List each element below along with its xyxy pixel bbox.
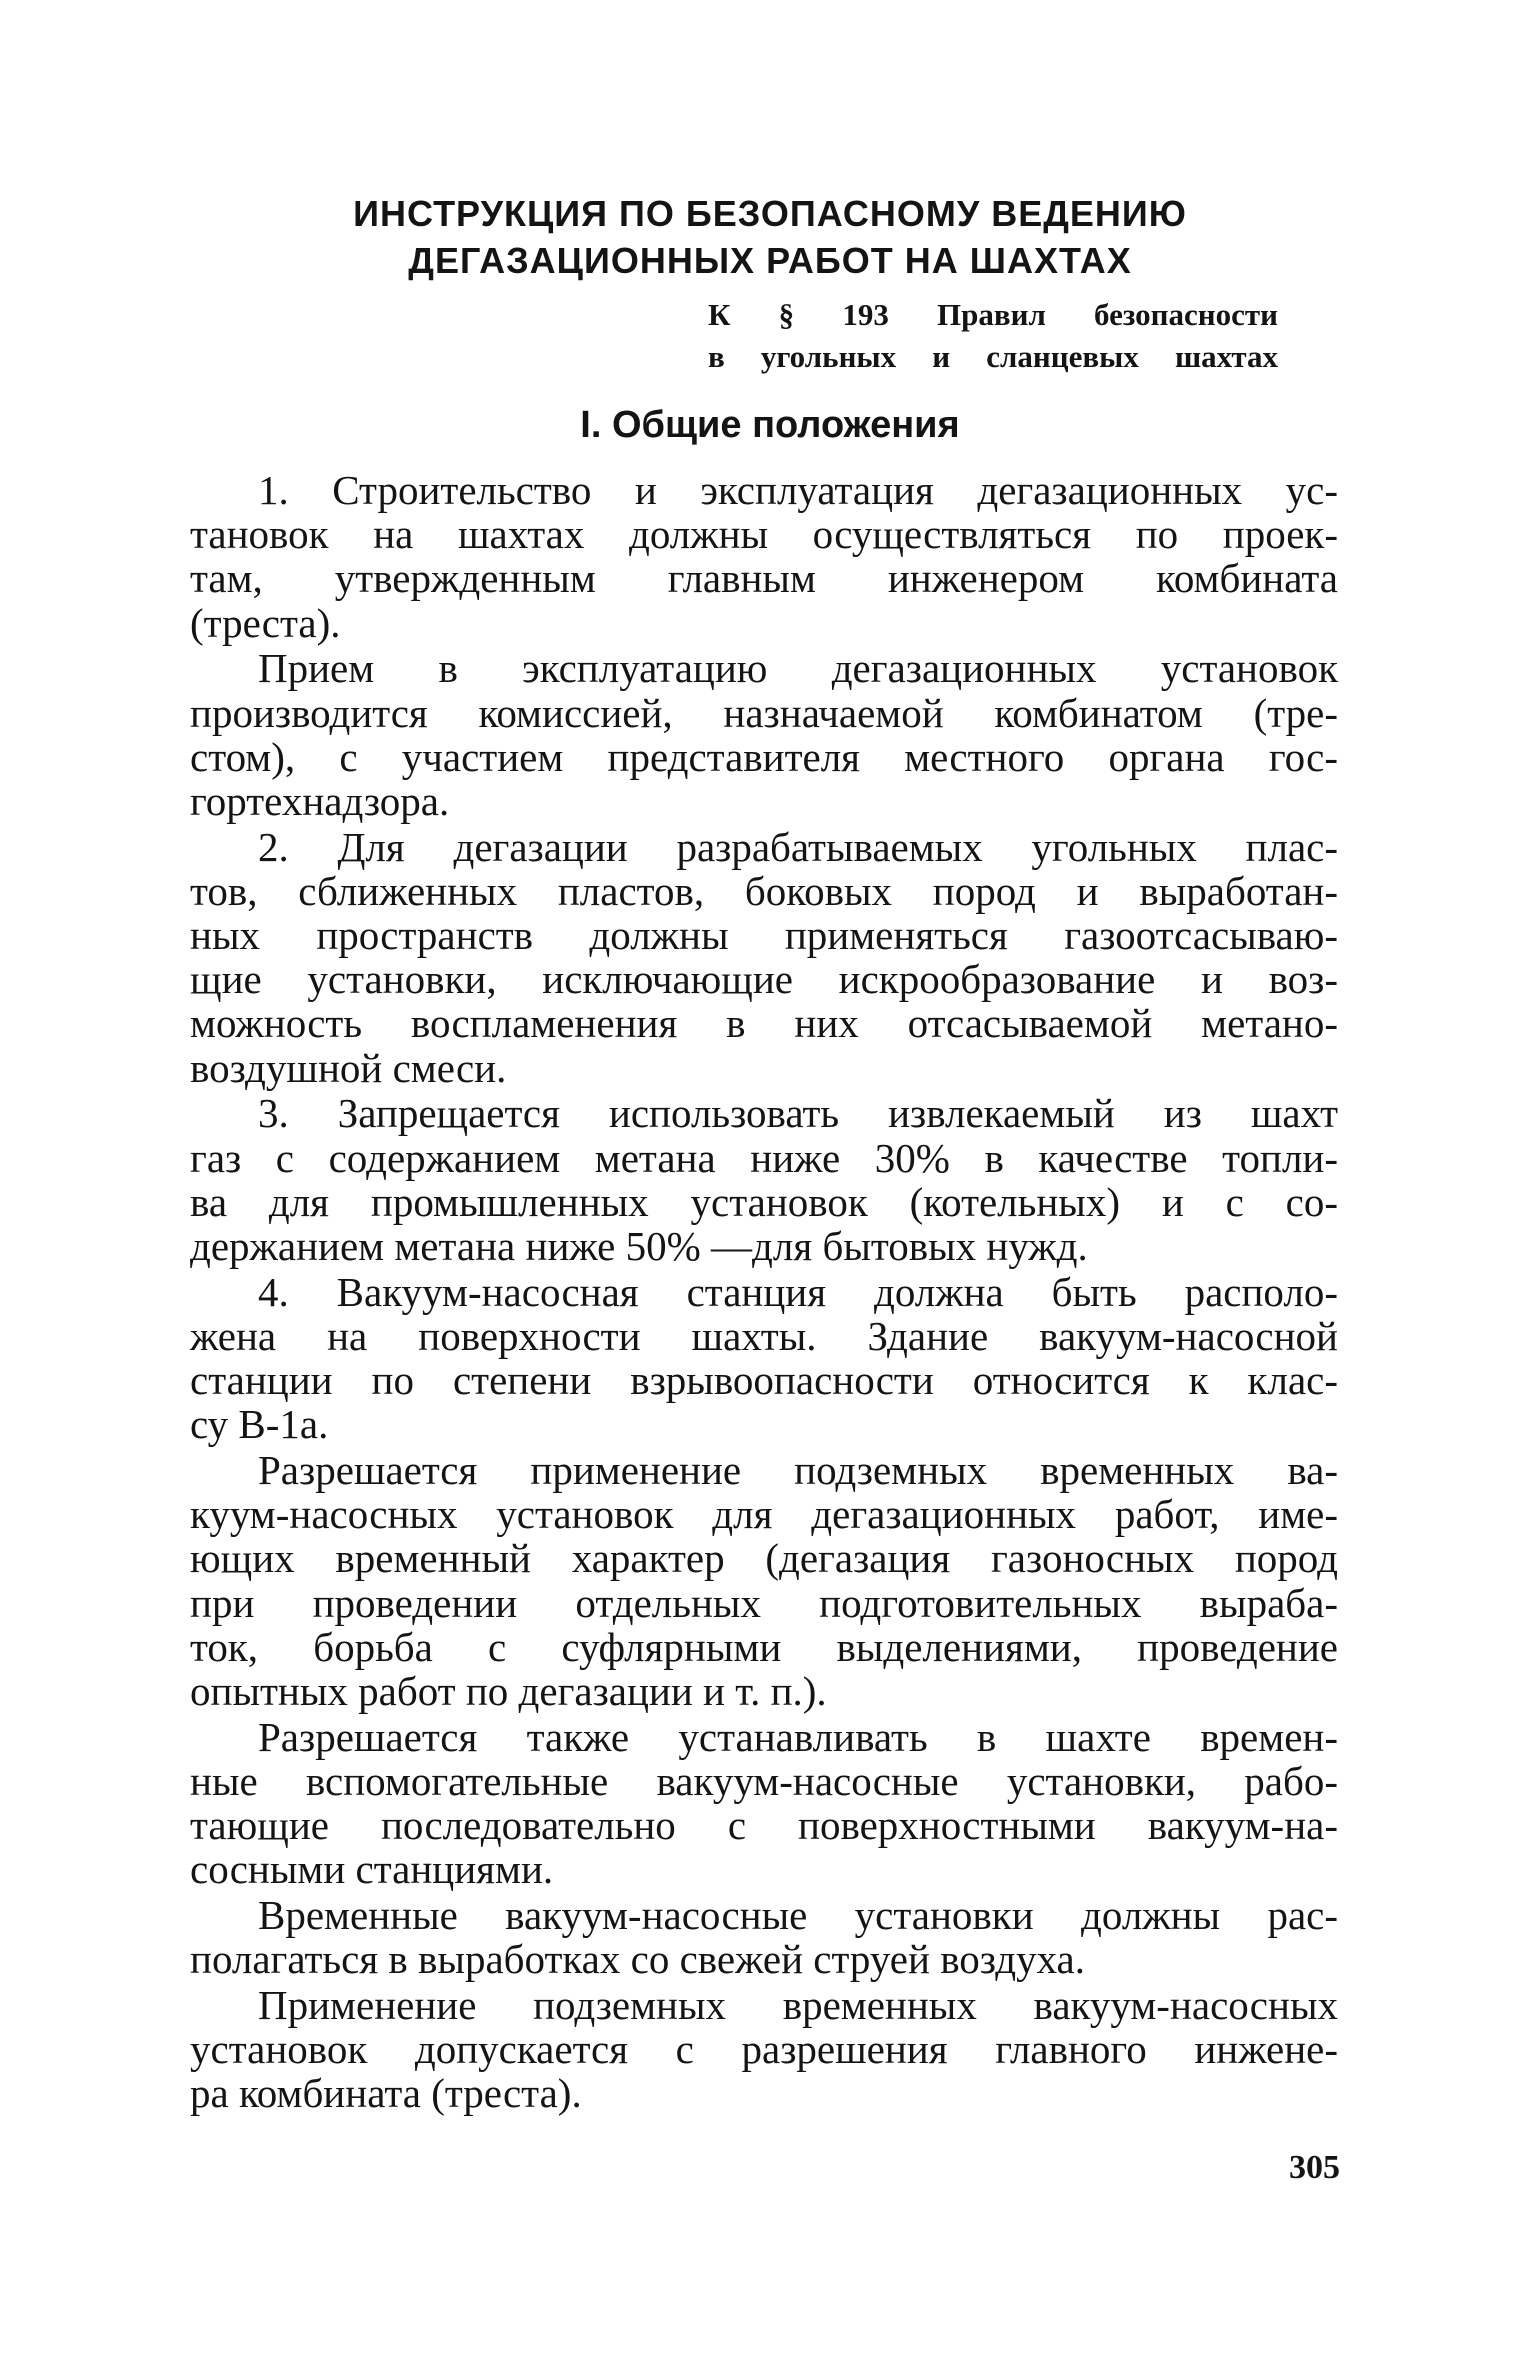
text-line: куум-насосных установок для дегазационных работ, име-: [190, 1491, 1338, 1538]
paragraph-9: [190, 1983, 1338, 2116]
text-line: можность воспламенения в них отсасываемой метано-: [190, 1000, 1338, 1047]
text-line: ра комбината (треста).: [190, 2070, 582, 2117]
text-line: ва для промышленных установок (котельных) и с со-: [190, 1178, 1338, 1225]
text-line: опытных работ по дегазации и т. п.).: [190, 1667, 827, 1714]
text-line: полагаться в выработках со свежей струей воздуха.: [190, 1936, 1085, 1983]
text-line: 3. Запрещается использовать извлекаемый из шахт: [258, 1090, 1338, 1137]
text-line: ток, борьба с суфлярными выделениями, проведение: [190, 1623, 1338, 1670]
text-line: станции по степени взрывоопасности относится к клас-: [190, 1357, 1338, 1404]
text-line: Разрешается также устанавливать в шахте времен-: [258, 1713, 1338, 1760]
rule-reference: [708, 294, 1278, 378]
text-line: ных пространств должны применяться газоотсасываю-: [190, 912, 1338, 959]
text-line: тающие последовательно с поверхностными вакуум-на-: [190, 1802, 1338, 1849]
reference-line: К § 193 Правил безопасности: [708, 297, 1278, 332]
text-line: установок допускается с разрешения главного инжене-: [190, 2026, 1338, 2073]
text-line: щие установки, исключающие искрообразование и воз-: [190, 956, 1338, 1003]
section-heading: I. Общие положения: [580, 404, 960, 446]
text-line: су В-1а.: [190, 1401, 329, 1448]
text-line: тов, сближенных пластов, боковых пород и выработан-: [190, 867, 1338, 914]
paragraph-3: [190, 825, 1338, 1090]
text-line: 4. Вакуум-насосная станция должна быть располо-: [258, 1268, 1338, 1315]
text-line: производится комиссией, назначаемой комбинатом (тре-: [190, 689, 1338, 736]
paragraph-2: [190, 646, 1338, 823]
paragraph-4: [190, 1091, 1338, 1268]
body-text: [190, 468, 1338, 2117]
text-line: 1. Строительство и эксплуатация дегазационных ус-: [258, 467, 1338, 513]
text-line: 2. Для дегазации разрабатываемых угольных плас-: [258, 823, 1338, 870]
text-line: Применение подземных временных вакуум-насосных: [258, 1981, 1338, 2028]
text-line: газ с содержанием метана ниже 30% в качестве топли-: [190, 1134, 1338, 1181]
text-line: ные вспомогательные вакуум-насосные установки, рабо-: [190, 1757, 1338, 1804]
title-line: ДЕГАЗАЦИОННЫХ РАБОТ НА ШАХТАХ: [408, 240, 1132, 281]
text-line: стом), с участием представителя местного органа гос-: [190, 733, 1338, 780]
paragraph-6: [190, 1448, 1338, 1713]
text-line: Временные вакуум-насосные установки должны рас-: [258, 1892, 1338, 1938]
page-number: 305: [1289, 2149, 1340, 2186]
paragraph-1: [190, 468, 1338, 645]
paragraph-5: [190, 1270, 1338, 1447]
text-line: при проведении отдельных подготовительных выраба-: [190, 1579, 1338, 1626]
text-line: гортехнадзора.: [190, 777, 450, 824]
text-line: тановок на шахтах должны осуществляться по проек-: [190, 511, 1338, 558]
text-line: воздушной смеси.: [190, 1044, 507, 1091]
text-line: жена на поверхности шахты. Здание вакуум-насосной: [190, 1312, 1338, 1359]
title-line: ИНСТРУКЦИЯ ПО БЕЗОПАСНОМУ ВЕДЕНИЮ: [353, 193, 1187, 234]
text-line: там, утвержденным главным инженером комбината: [190, 555, 1338, 602]
text-line: Разрешается применение подземных временных ва-: [258, 1446, 1338, 1493]
text-line: (треста).: [190, 599, 341, 646]
reference-line: в угольных и сланцевых шахтах: [708, 339, 1278, 374]
text-line: ющих временный характер (дегазация газоносных пород: [190, 1535, 1338, 1582]
paragraph-7: [190, 1715, 1338, 1892]
text-line: держанием метана ниже 50% —для бытовых нужд.: [190, 1222, 1088, 1269]
document-title: [290, 190, 1250, 284]
text-line: Прием в эксплуатацию дегазационных установок: [258, 645, 1338, 692]
text-line: сосными станциями.: [190, 1846, 554, 1893]
paragraph-8: [190, 1893, 1338, 1981]
